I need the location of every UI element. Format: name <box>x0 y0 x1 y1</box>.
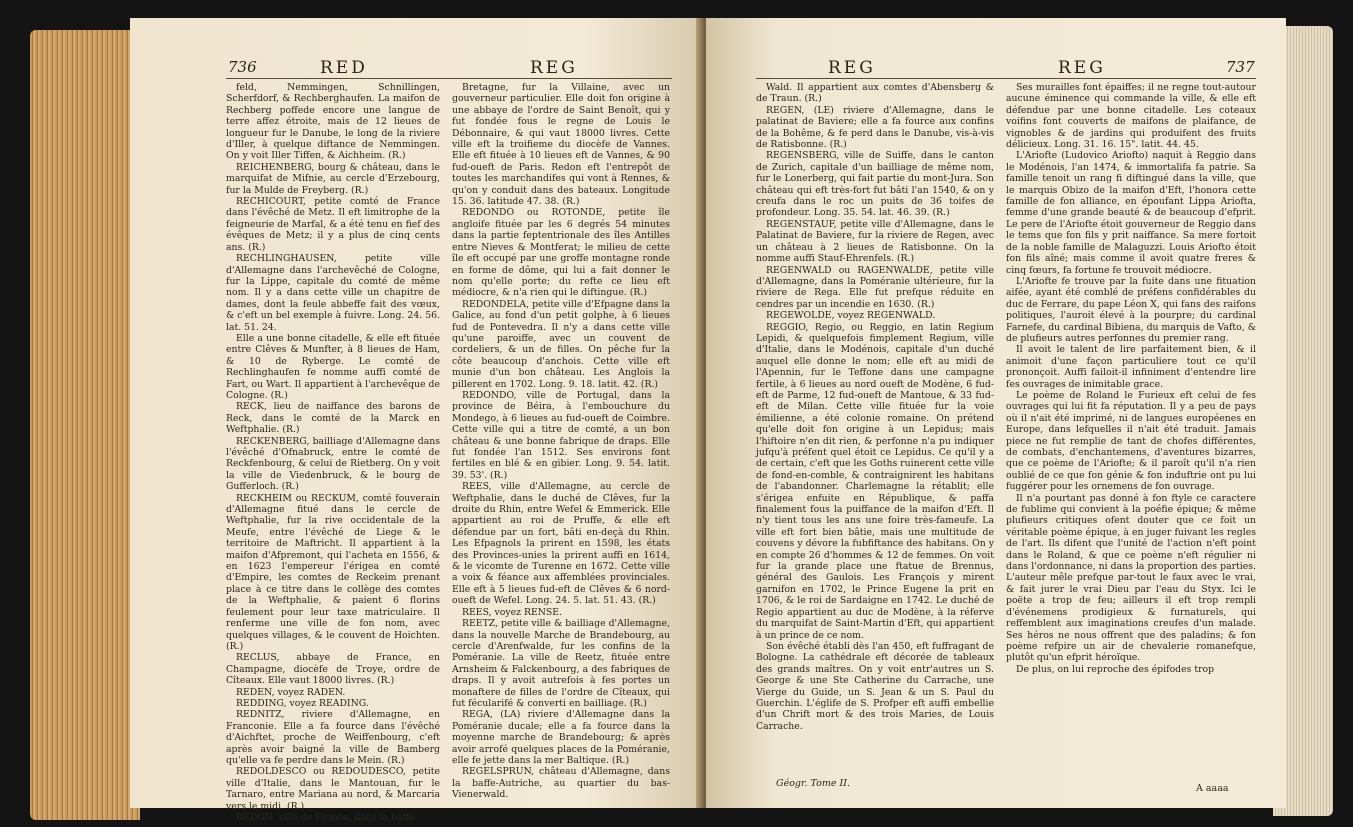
running-head-left: RED <box>320 58 368 78</box>
dictionary-entry: Bretagne, fur la Villaine, avec un gouverneur particulier. Elle doit fon origine à une abbaye de l'ordre de Saint Benoît, qui y fut fondée fous le regne de Louis le Débonnaire, & qui vaut 18000 livres. Cette ville eft la troifieme du diocèfe de Vannes. Elle eft fituée à 10 lieues eft de Vannes, & 90 fud-oueft de Paris. Redon eft l'entrepôt de toutes les marchandifes qui vont à Rennes, & qu'on y conduit dans des bateaux. Longitude 15. 36. latitude 47. 38. (R.) <box>452 82 670 208</box>
dictionary-entry: RECHICOURT, petite comté de France dans l'évêché de Metz. Il eft limitrophe de la feigneurie de Marfal, & a été tenu en fief des évêques de Metz; il y a plus de cinq cents ans. (R.) <box>226 196 440 253</box>
header-rule <box>226 78 672 79</box>
dictionary-entry: REGENSBERG, ville de Suiffe, dans le canton de Zurich, capitale d'un bailliage de même nom, fur le Lonerberg, qui fait partie du mont-Jura. Son château qui eft très-fort fut bâti l'an 1540, & on y creufa dans le roc un puits de 36 toifes de profondeur. Long. 35. 54. lat. 46. 39. (R.) <box>756 150 994 219</box>
dictionary-entry: RECKENBERG, bailliage d'Allemagne dans l'évêché d'Ofnabruck, entre le comté de Reckfenbourg, & celui de Rietberg. On y voit la ville de Viedenbruck, & le bourg de Gufferloch. (R.) <box>226 435 440 493</box>
footer-volume: Géogr. Tome II. <box>776 778 851 789</box>
page-number-left: 736 <box>228 58 257 76</box>
dictionary-entry: REGENWALD ou RAGENWALDE, petite ville d'Allemagne, dans la Poméranie ultérieure, fur la riviere de Rega. Elle fut prefque réduite en cendres par un incendie en 1630. (R.) <box>756 264 994 310</box>
dictionary-entry: Il n'a pourtant pas donné à fon ftyle ce caractere de fublime qui convient à la poéfie épique; & même plufieurs critiques ofent douter que ce foit un véritable poème épique, à en juger fuivant les regles de l'art. Ils difent que l'unité de l'action n'eft point dans le Roland, & que ce poème n'eft régulier ni dans l'ordonnance, ni dans la proportion des parties. L'auteur mêle prefque par-tout le faux avec le vrai, & fait jurer le vrai Dieu par l'eau du Styx. Ici le poëte a trop de feu; ailleurs il eft trop rempli d'événemens prodigieux & furnaturels, qui reffemblent aux imaginations creufes d'un malade. Ses héros ne nous offrent que des paladins; & fon poème refpire un air de chevalerie romanefque, plutôt qu'un efprit héroïque. <box>1006 492 1256 664</box>
dictionary-entry: Wald. Il appartient aux comtes d'Abensberg & de Traun. (R.) <box>756 82 994 105</box>
dictionary-entry: RECHLINGHAUSEN, petite ville d'Allemagne dans l'archevêché de Cologne, fur la Lippe, capitale du comté de même nom. Il y a dans cette ville un chapitre de dames, dont la feule abbeffe fait des vœux, & c'eft un bel exemple à fuivre. Long. 24. 56. lat. 51. 24. <box>226 253 440 333</box>
header-rule <box>756 78 1256 79</box>
dictionary-entry: REDOLDESCO ou REDOUDESCO, petite ville d'Italie, dans le Mantouan, fur le Tarnaro, entre Mariana au nord, & Marcaria vers le midi. (R.) <box>226 766 440 812</box>
dictionary-entry: REGGIO, Regio, ou Reggio, en latin Regium Lepidi, & quelquefois fimplement Regium, ville d'Italie, dans le Modénois, capitale d'un duché auquel elle donne le nom; elle eft au midi de l'Apennin, fur le Teffone dans une campagne fertile, à 6 lieues au nord oueft de Modène, 6 fud-eft de Parme, 12 fud-oueft de Mantoue, & 33 fud-eft de Milan. Cette ville fituée fur la voie émilienne, a été colonie romaine. On prétend qu'elle doit fon origine à un Lepidus; mais l'hiftoire n'en dit rien, & perfonne n'a pu indiquer jufqu'à préfent quel étoit ce Lepidus. Ce qu'il y a de certain, c'eft que les Goths ruinerent cette ville de fond-en-comble, & contraignirent les habitans de l'abandonner. Charlemagne la rétablit; elle s'érigea enfuite en République, & paffa finalement fous la puiffance de la maifon d'Eft. Il n'y tient tous les ans une foire très-fameufe. La ville eft fort bien bâtie, mais une multitude de couvens y dévore la fubfiftance des habitans. On y en compte 26 d'hommes & 12 de femmes. On voit fur la grande place une ftatue de Brennus, général des Gaulois. Les François y mirent garnifon en 1702, le Prince Eugene la prit en 1706, & le roi de Sardaigne en 1742. Le duché de Regio appartient au duc de Modène, à la réferve du marquifat de Saint-Martin d'Eft, qui appartient à un prince de ce nom. <box>756 321 995 641</box>
dictionary-entry: REDDING, voyez READING. <box>236 697 369 709</box>
dictionary-entry: REDONDO ou ROTONDE, petite île angloife fituée par les 6 degrés 54 minutes dans la partie feptentrionale des îles Antilles entre Nieves & Montferat; le milieu de cette île eft occupé par une groffe montagne ronde en forme de dôme, qui lui a fait donner le nom qu'elle porte; du refte ce lieu eft médiocre, & n'a rien qui le diftingue. (R.) <box>452 207 670 299</box>
signature-mark: A aaaa <box>1196 783 1229 794</box>
left-column-1 <box>226 82 440 823</box>
right-page <box>706 18 1286 808</box>
dictionary-entry: RECKHEIM ou RECKUM, comté fouverain d'Allemagne fitué dans le cercle de Weftphalie, fur la rive occidentale de la Meufe, entre l'évêché de Liege & le territoire de Maftricht. Il appartient à la maifon d'Afpremont, qui l'acheta en 1556, & en 1623 l'empereur l'érigea en comté d'Empire, les comtes de Reckeim prenant place à ce titre dans le collège des comtes de la Weftphalie, & paient 6 florins feulement pour leur taxe matriculaire. Il renferme une ville de fon nom, avec quelques villages, & le couvent de Hoichten. (R.) <box>226 492 440 652</box>
dictionary-entry: REGEN, (LE) riviere d'Allemagne, dans le palatinat de Baviere; elle a fa fource aux confins de la Bohême, & fe perd dans le Danube, vis-à-vis de Ratisbonne. (R.) <box>756 104 994 151</box>
dictionary-entry: Ses murailles font épaiffes; il ne regne tout-autour aucune éminence qui commande la ville, & elle eft défendue par une bonne citadelle. Les coteaux voifins font couverts de maifons de plaifance, de vignobles & de jardins qui produifent des fruits délicieux. Long. 31. 16. 15". latit. 44. 45. <box>1006 82 1256 151</box>
dictionary-entry: REETZ, petite ville & bailliage d'Allemagne, dans la nouvelle Marche de Brandebourg, au cercle d'Arenfwalde, fur les confins de la Poméranie. La ville de Reetz, fituée entre Arnsheim & Falckenbourg, a des fabriques de draps. Il y avoit autrefois à fes portes un monaftere de filles de l'ordre de Cîteaux, qui fut fécularifé & converti en bailliage. (R.) <box>452 618 670 709</box>
dictionary-entry: REGA, (LA) riviere d'Allemagne dans la Poméranie ducale; elle a fa fource dans la moyenne marche de Brandebourg; & après avoir arrofé quelques places de la Poméranie, elle fe jette dans la mer Baltique. (R.) <box>452 709 670 766</box>
dictionary-entry: REES, voyez RENSE. <box>462 606 563 618</box>
open-book <box>8 10 1346 823</box>
dictionary-entry: RECLUS, abbaye de France, en Champagne, diocèfe de Troye, ordre de Cîteaux. Elle vaut 18000 livres. (R.) <box>226 652 440 687</box>
dictionary-entry: REGEWOLDE, voyez REGENWALD. <box>766 310 936 322</box>
dictionary-entry: Il avoit le talent de lire parfaitement bien, & il animoit d'une façon particuliere tout ce qu'il prononçoit. Auffi failoit-il infiniment d'entendre lire fes ouvrages de inimitable grace. <box>1006 344 1256 390</box>
running-head-right: REG <box>1058 58 1106 78</box>
dictionary-entry: De plus, on lui reproche des épifodes trop <box>1016 663 1215 675</box>
dictionary-entry: RECK, lieu de naiffance des barons de Reck, dans le comté de la Marck en Weftphalie. (R.) <box>226 401 440 436</box>
right-column-1 <box>756 82 994 778</box>
left-page <box>130 18 702 823</box>
page-edges-left <box>30 30 140 820</box>
dictionary-entry: REDON, ville de France, dans la baffe <box>236 812 415 823</box>
dictionary-entry: feld, Nemmingen, Schnillingen, Scherfdorf, & Rechberghaufen. La maifon de Rechberg poffede encore une langue de terre affez étroite, mais de 12 lieues de longueur fur le Danube, le long de la riviere d'Iller, à quelque diftance de Nemmingen. On y voit Iller Tiffen, & Aichheim. (R.) <box>226 82 440 162</box>
page-number-right: 737 <box>1226 58 1255 76</box>
right-column-2 <box>1006 82 1256 782</box>
dictionary-entry: Elle a une bonne citadelle, & elle eft fituée entre Clêves & Munfter, à 8 lieues de Ham, & 10 de Ryberge. Le comté de Rechlinghaufen fe nomme auffi comté de Fart, ou Wart. Il appartient à l'archevêque de Cologne. (R.) <box>226 332 440 401</box>
dictionary-entry: L'Ariofte fe trouve par la fuite dans une fituation aifée, ayant été comblé de préfens confidérables du duc de Ferrare, du pape Léon X, qui fans des raifons politiques, l'auroit élevé à la pourpre; du cardinal Farnefe, du cardinal Bibiena, du marquis de Vafto, & de plufieurs autres perfonnes du premier rang. <box>1006 275 1256 344</box>
dictionary-entry: REDONDO, ville de Portugal, dans la province de Béira, à l'embouchure du Mondego, à 6 lieues au fud-oueft de Coimbre. Cette ville qui a titre de comté, a un bon château & une bonne fabrique de draps. Elle fut fondée l'an 1512. Ses environs font fertiles en blé & en gibier. Long. 9. 54. latit. 39. 53'. (R.) <box>452 389 670 481</box>
dictionary-entry: Son évêché établi dès l'an 450, eft fuffragant de Bologne. La cathédrale eft décorée de tableaux des grands maîtres. On y voit entr'autres un S. George & une Ste Catherine du Carrache, une Vierge du Guide, un S. Jean & un S. Paul du Guerchin. L'églife de S. Profper eft auffi embellie d'un Chrift mort & des trois Maries, de Louis Carrache. <box>756 640 994 732</box>
dictionary-entry: Le poème de Roland le Furieux eft celui de fes ouvrages qui lui fit fa réputation. Il y a peu de pays où il n'ait été imprimé, ni de langues européenes en Europe, dans lefquelles il n'ait été traduit. Jamais piece ne fut remplie de tant de chofes différentes, de combats, d'enchantemens, d'aventures bizarres, que ce poème de l'Ariofte; & il paroît qu'il n'a rien oublié de ce que fon génie & fon induftrie ont pu lui fuggérer pour les ornemens de fon ouvrage. <box>1006 389 1256 493</box>
left-column-2 <box>452 82 670 802</box>
running-head-left: REG <box>828 58 876 78</box>
dictionary-entry: REGENSTAUF, petite ville d'Allemagne, dans le Palatinat de Baviere, fur la riviere de Regen, avec un château à 2 lieues de Ratisbonne. On la nomme auffi Stauf-Ehrenfels. (R.) <box>756 218 994 265</box>
dictionary-entry: REGELSPRUN, château d'Allemagne, dans la baffe-Autriche, au quartier du bas-Vienerwald. <box>452 766 670 801</box>
dictionary-entry: REDEN, voyez RADEN. <box>236 686 346 698</box>
dictionary-entry: L'Ariofte (Ludovico Ariofto) naquit à Reggio dans le Modénois, l'an 1474, & immortalifa fa patrie. Sa famille tenoit un rang fi diftingué dans la ville, que le marquis Obizo de la maifon d'Eft, l'honora cette famille de fon alliance, en époufant Lippa Ariofta, femme d'une grande beauté & de beaucoup d'efprit. Le pere de l'Ariofte étoit gouverneur de Reggio dans le tems que fon fils y prit naiffance. Sa mere fortoit de la noble famille de Malaguzzi. Louis Ariofto étoit fon fils aîné; mais comme il avoit quatre freres & cinq fœurs, fa fortune fe trouvoit médiocre. <box>1006 150 1256 276</box>
dictionary-entry: REES, ville d'Allemagne, au cercle de Weftphalie, dans le duché de Clêves, fur la droite du Rhin, entre Wefel & Emmerick. Elle appartient au roi de Pruffe, & elle eft défendue par un fort, bâti en-deçà du Rhin. Les Efpagnols la prirent en 1598, les états des Provinces-unies la prirent auffi en 1614, & le vicomte de Turenne en 1672. Cette ville a voix & féance aux affemblées provinciales. Elle eft à 5 lieues fud-eft de Clêves & 6 nord-oueft de Wefel. Long. 24. 5. lat. 51. 43. (R.) <box>452 481 670 607</box>
dictionary-entry: REDONDELA, petite ville d'Efpagne dans la Galice, au fond d'un petit golphe, à 6 lieues fud de Pontevedra. Il n'y a dans cette ville qu'une paroiffe, avec un couvent de cordeliers, & un de filles. On pêche fur la côte beaucoup d'anchois. Cette ville eft munie d'un bon château. Les Anglois la pillerent en 1702. Long. 9. 18. latit. 42. (R.) <box>452 298 670 390</box>
dictionary-entry: REDNITZ, riviere d'Allemagne, en Franconie. Elle a fa fource dans l'évêché d'Aichftet, proche de Weiffenbourg, c'eft après avoir baigné la ville de Bamberg qu'elle va fe perdre dans le Mein. (R.) <box>226 709 440 766</box>
running-head-right: REG <box>530 58 578 78</box>
dictionary-entry: REICHENBERG, bourg & château, dans le marquifat de Mifnie, au cercle d'Erzebourg, fur la Mulde de Freyberg. (R.) <box>226 161 440 196</box>
